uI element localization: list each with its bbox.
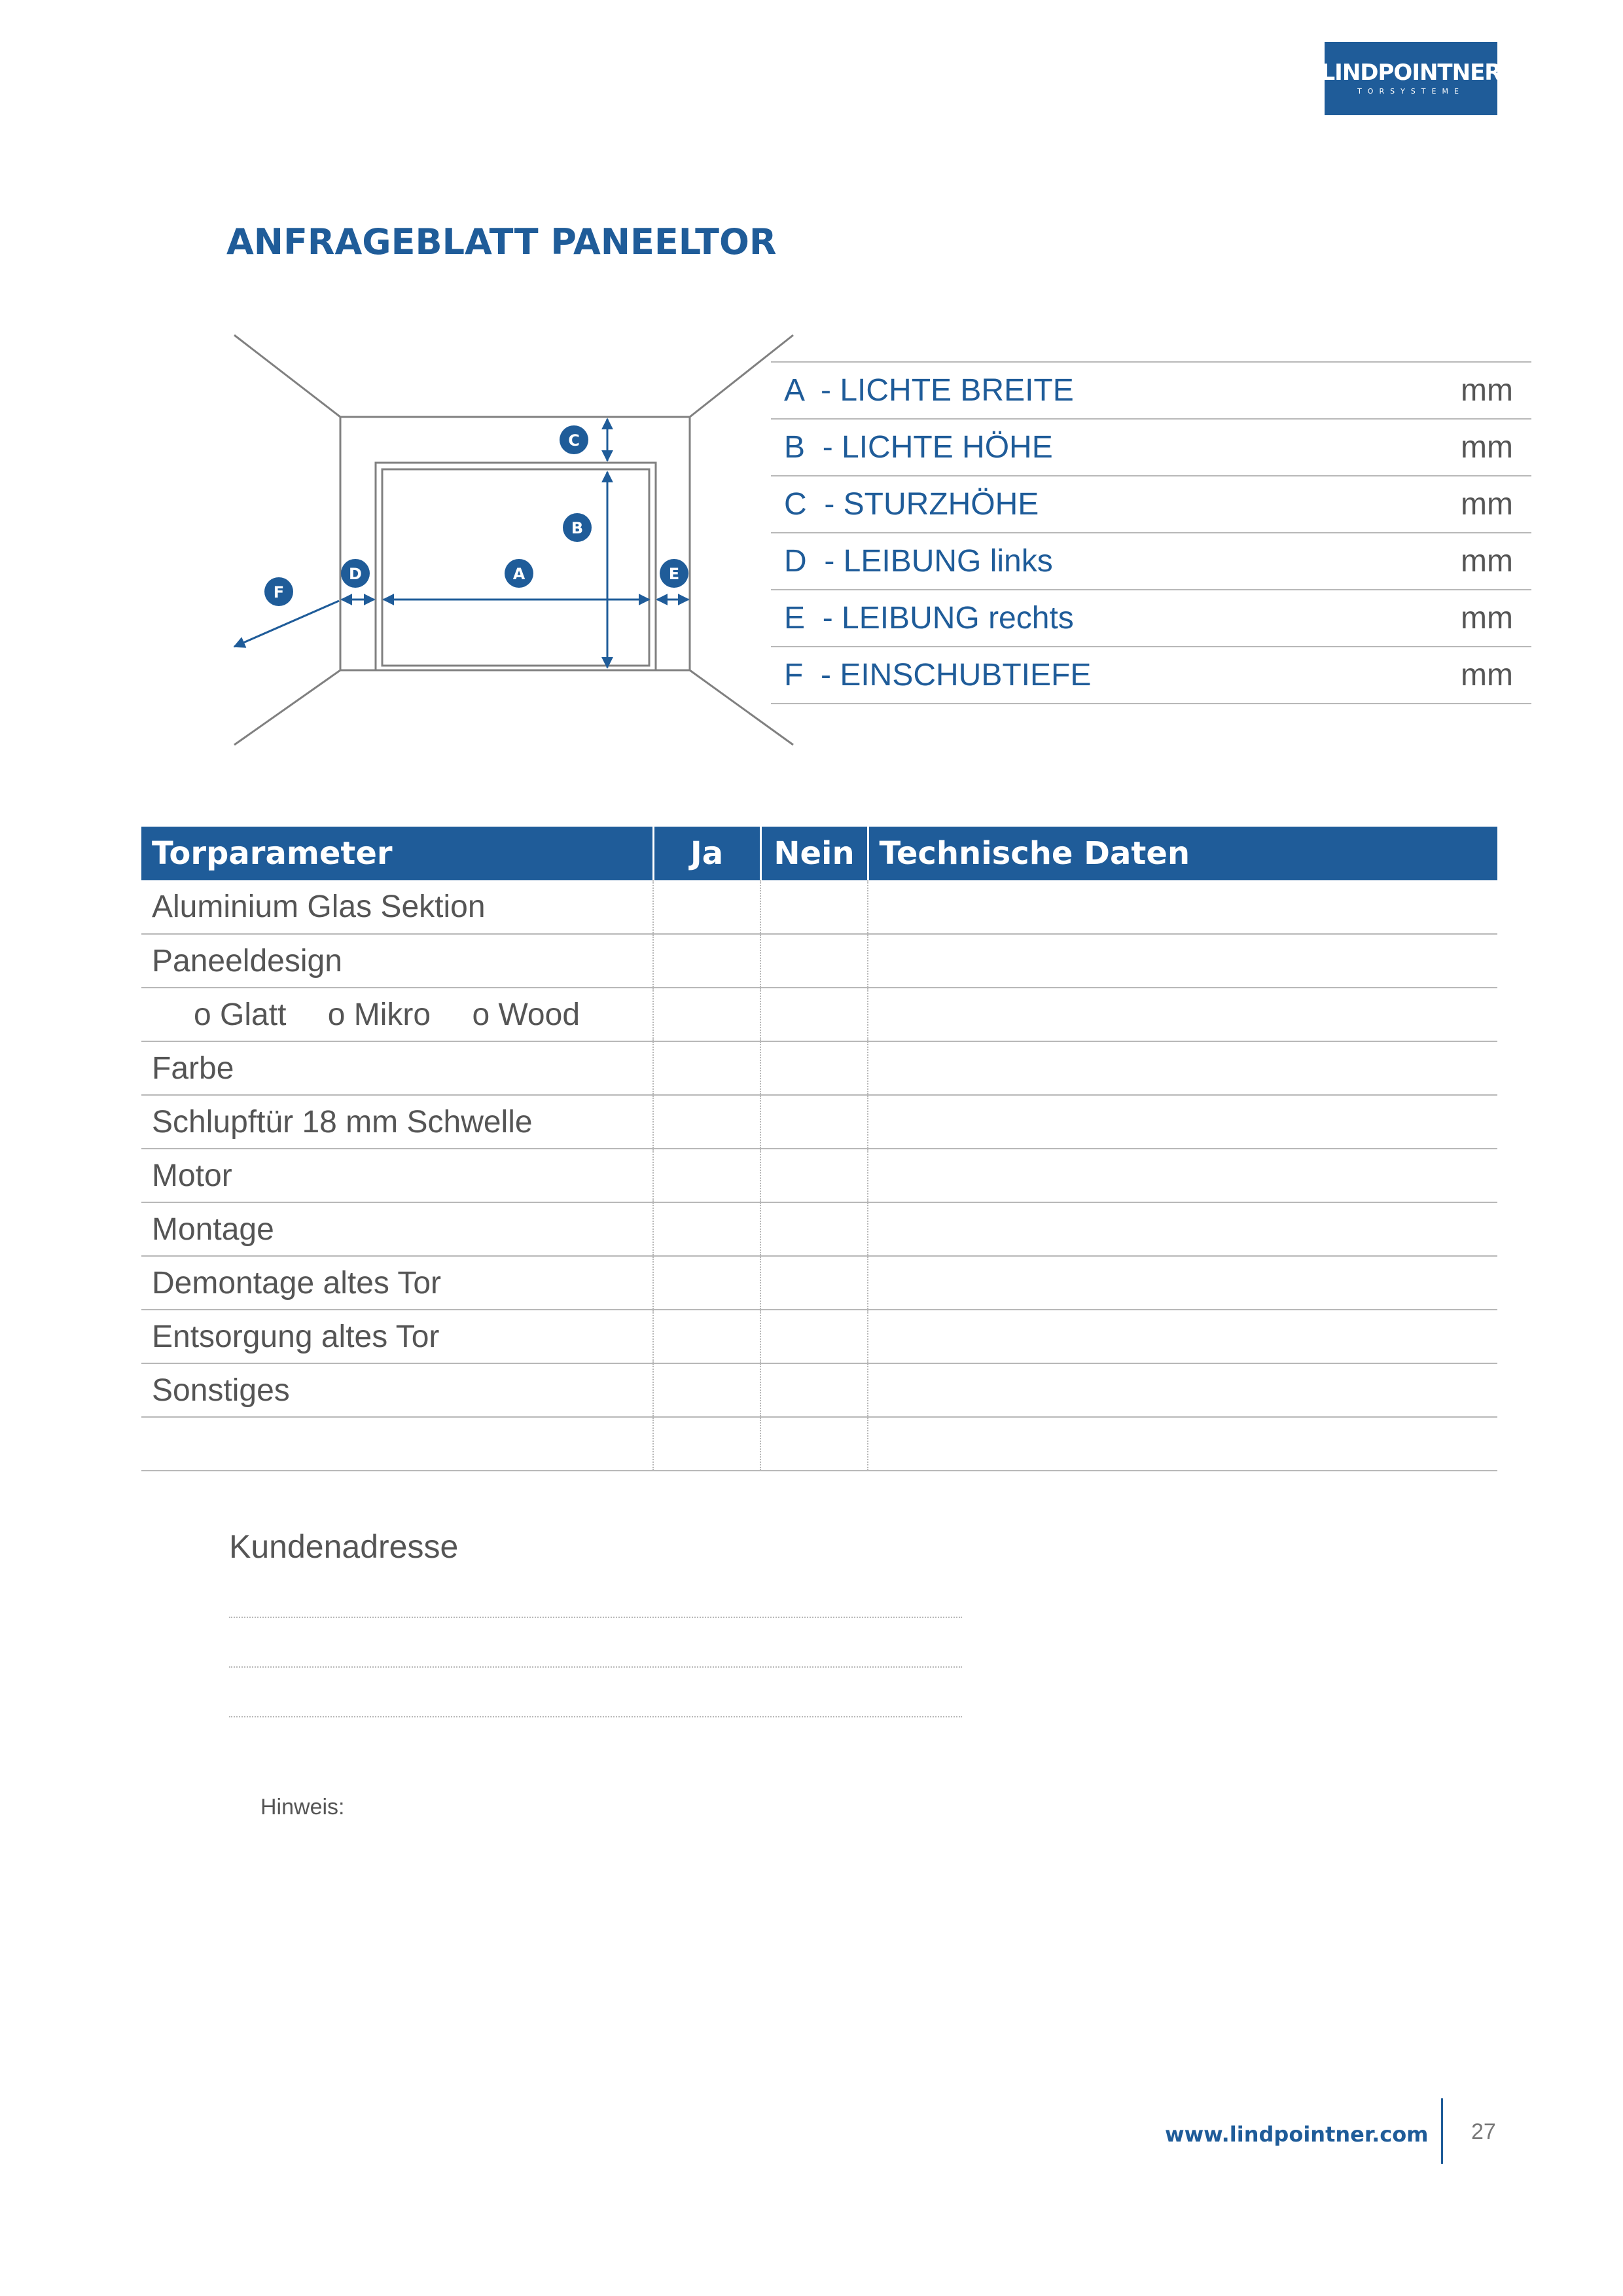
ja-cell[interactable] — [653, 1310, 760, 1363]
tech-data-cell[interactable] — [868, 1095, 1497, 1149]
nein-cell[interactable] — [760, 934, 868, 988]
dimension-list — [771, 361, 1531, 704]
header-technische-daten: Technische Daten — [868, 827, 1497, 880]
table-row — [141, 1256, 1497, 1310]
dimension-unit: mm — [1461, 487, 1513, 522]
page-number: 27 — [1471, 2119, 1496, 2144]
option-mikro[interactable]: o Mikro — [327, 997, 431, 1032]
tech-data-cell[interactable] — [868, 934, 1497, 988]
ja-cell[interactable] — [653, 1149, 760, 1202]
header-ja: Ja — [653, 827, 760, 880]
nein-cell[interactable] — [760, 1202, 868, 1256]
table-row-empty — [141, 1417, 1497, 1471]
dimension-row-a[interactable] — [771, 363, 1531, 420]
table-row-design-options — [141, 988, 1497, 1041]
dimension-unit: mm — [1461, 544, 1513, 579]
company-logo — [1321, 42, 1501, 115]
address-line-1[interactable] — [229, 1617, 962, 1618]
ja-cell[interactable] — [653, 1095, 760, 1149]
svg-text:B: B — [571, 519, 584, 537]
row-label: Demontage altes Tor — [141, 1256, 653, 1310]
dimension-label: B - LICHTE HÖHE — [784, 430, 1053, 465]
svg-text:D: D — [349, 565, 362, 583]
address-line-3[interactable] — [229, 1716, 962, 1717]
dimension-unit: mm — [1461, 430, 1513, 465]
row-label: Entsorgung altes Tor — [141, 1310, 653, 1363]
row-label: Aluminium Glas Sektion — [141, 880, 653, 934]
tech-data-cell[interactable] — [868, 880, 1497, 934]
option-glatt[interactable]: o Glatt — [194, 997, 287, 1032]
dimension-label: F - EINSCHUBTIEFE — [784, 658, 1092, 692]
design-options-cell — [141, 988, 653, 1041]
dimension-label: E - LEIBUNG rechts — [784, 601, 1074, 636]
dimension-row-d[interactable] — [771, 533, 1531, 590]
ja-cell[interactable] — [653, 1041, 760, 1095]
header-nein: Nein — [760, 827, 868, 880]
dimension-markers — [264, 425, 688, 606]
nein-cell[interactable] — [760, 1041, 868, 1095]
header-torparameter: Torparameter — [141, 827, 653, 880]
nein-cell[interactable] — [760, 1417, 868, 1471]
ja-cell[interactable] — [653, 988, 760, 1041]
tech-data-cell[interactable] — [868, 1256, 1497, 1310]
table-row — [141, 1202, 1497, 1256]
dimension-unit: mm — [1461, 658, 1513, 692]
table-row — [141, 1041, 1497, 1095]
tech-data-cell[interactable] — [868, 1310, 1497, 1363]
wall-line — [234, 335, 340, 417]
ja-cell[interactable] — [653, 1202, 760, 1256]
svg-text:F: F — [273, 583, 285, 601]
row-label: Farbe — [141, 1041, 653, 1095]
dimension-label: C - STURZHÖHE — [784, 487, 1039, 522]
nein-cell[interactable] — [760, 1095, 868, 1149]
ja-cell[interactable] — [653, 1256, 760, 1310]
wall-line — [234, 670, 340, 745]
logo-brand: LINDPOINTNER — [1321, 60, 1501, 86]
dimension-row-f[interactable] — [771, 647, 1531, 704]
dimension-label: D - LEIBUNG links — [784, 544, 1053, 579]
marker-d — [341, 559, 370, 588]
dimension-row-b[interactable] — [771, 420, 1531, 476]
row-label: Paneeldesign — [141, 934, 653, 988]
nein-cell[interactable] — [760, 1256, 868, 1310]
footer-divider — [1441, 2098, 1443, 2164]
dimension-row-c[interactable] — [771, 476, 1531, 533]
marker-c — [560, 425, 588, 454]
nein-cell[interactable] — [760, 1149, 868, 1202]
dimension-label: A - LICHTE BREITE — [784, 373, 1074, 408]
tech-data-cell[interactable] — [868, 1149, 1497, 1202]
parameter-table — [141, 827, 1497, 1471]
page-title: ANFRAGEBLATT PANEELTOR — [226, 221, 777, 262]
table-row — [141, 1095, 1497, 1149]
tech-data-cell[interactable] — [868, 1363, 1497, 1417]
tech-data-cell[interactable] — [868, 1202, 1497, 1256]
marker-b — [563, 513, 592, 542]
ja-cell[interactable] — [653, 1417, 760, 1471]
address-line-2[interactable] — [229, 1666, 962, 1668]
nein-cell[interactable] — [760, 988, 868, 1041]
nein-cell[interactable] — [760, 1363, 868, 1417]
marker-e — [660, 559, 688, 588]
door-dimension-diagram — [223, 327, 812, 772]
dimension-unit: mm — [1461, 601, 1513, 636]
row-label: Schlupftür 18 mm Schwelle — [141, 1095, 653, 1149]
option-wood[interactable]: o Wood — [472, 997, 580, 1032]
wall-perspective-lines — [234, 335, 793, 745]
arrow-f — [234, 601, 339, 647]
table-row — [141, 1363, 1497, 1417]
row-label: Montage — [141, 1202, 653, 1256]
ja-cell[interactable] — [653, 880, 760, 934]
row-label: Sonstiges — [141, 1363, 653, 1417]
ja-cell[interactable] — [653, 934, 760, 988]
dimension-unit: mm — [1461, 373, 1513, 408]
tech-data-cell[interactable] — [868, 988, 1497, 1041]
svg-text:A: A — [512, 565, 526, 583]
logo-subtitle: TORSYSTEME — [1357, 87, 1465, 96]
table-row — [141, 1149, 1497, 1202]
nein-cell[interactable] — [760, 1310, 868, 1363]
table-row — [141, 880, 1497, 934]
tech-data-cell[interactable] — [868, 1041, 1497, 1095]
marker-f — [264, 577, 293, 606]
svg-text:C: C — [568, 431, 580, 450]
svg-text:E: E — [668, 565, 680, 583]
table-row — [141, 934, 1497, 988]
table-header-row — [141, 827, 1497, 880]
customer-address-label: Kundenadresse — [229, 1528, 459, 1565]
dimension-row-e[interactable] — [771, 590, 1531, 647]
row-label: Motor — [141, 1149, 653, 1202]
table-row — [141, 1310, 1497, 1363]
wall-opening — [340, 417, 690, 670]
ja-cell[interactable] — [653, 1363, 760, 1417]
website-link[interactable]: www.lindpointner.com — [1165, 2122, 1429, 2147]
nein-cell[interactable] — [760, 880, 868, 934]
tech-data-cell[interactable] — [868, 1417, 1497, 1471]
row-label-empty[interactable] — [141, 1417, 653, 1471]
marker-a — [505, 559, 533, 588]
note-label: Hinweis: — [260, 1795, 345, 1820]
dimension-arrows — [234, 419, 688, 668]
